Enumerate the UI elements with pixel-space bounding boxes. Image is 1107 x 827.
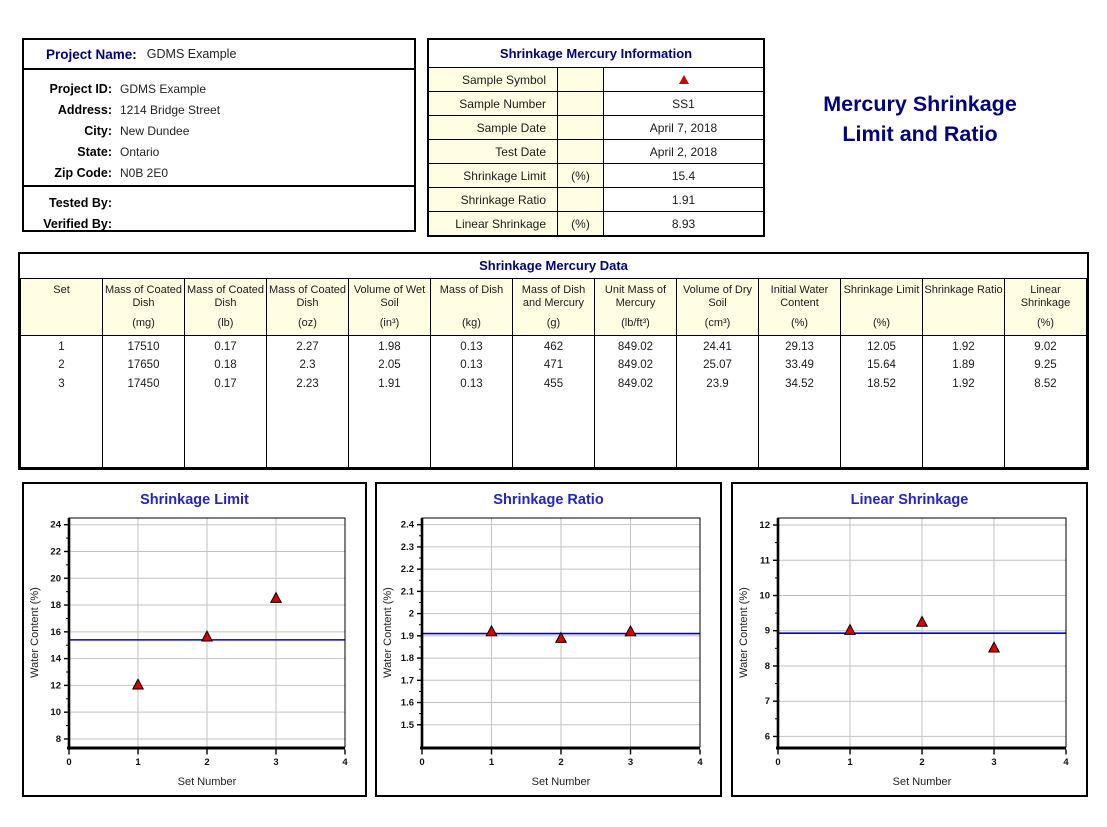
y-tick-label: 1.8 <box>400 653 414 665</box>
column-header <box>185 278 267 335</box>
project-name-value: GDMS Example <box>146 47 237 61</box>
data-column-cells <box>431 335 513 468</box>
info-row-unit <box>558 68 604 91</box>
y-axis-label: Water Content (%) <box>738 587 750 678</box>
project-field-label: Zip Code: <box>54 165 112 180</box>
data-table-title-row <box>21 254 1087 278</box>
data-point-marker <box>271 593 281 603</box>
signature-field <box>24 192 414 213</box>
x-tick-label: 1 <box>488 757 495 768</box>
y-tick-label: 1.6 <box>400 697 414 709</box>
column-header <box>103 278 185 335</box>
x-tick-label: 2 <box>204 757 210 768</box>
info-row-label: Sample Date <box>429 116 558 139</box>
info-row-value: SS1 <box>604 92 763 115</box>
data-column-cells <box>841 335 923 468</box>
info-row-value <box>604 68 763 91</box>
data-cell-value: 0.18 <box>214 359 237 371</box>
project-fields <box>24 70 414 187</box>
y-tick-label: 12 <box>759 520 770 532</box>
column-header-unit: (%) <box>872 316 891 329</box>
y-tick-label: 6 <box>764 731 770 743</box>
data-cell-value: 34.52 <box>785 377 814 390</box>
y-tick-label: 20 <box>50 573 61 585</box>
data-cell-value: 1.91 <box>378 377 401 390</box>
info-row-unit: (%) <box>558 212 604 235</box>
y-axis-label: Water Content (%) <box>382 587 394 678</box>
data-column-cells <box>349 335 431 468</box>
data-cell-value: 8.52 <box>1034 377 1057 390</box>
column-header <box>21 278 103 335</box>
report-title <box>770 90 1070 149</box>
data-table-header-row <box>21 278 1087 335</box>
project-info-box <box>22 38 416 232</box>
x-tick-label: 2 <box>558 757 564 768</box>
column-header <box>759 278 841 335</box>
x-tick-label: 0 <box>66 757 72 768</box>
data-cell-value: 1.98 <box>378 340 401 353</box>
project-field-value: N0B 2E0 <box>120 165 169 180</box>
data-point-marker <box>625 626 635 636</box>
chart-title: Shrinkage Ratio <box>493 492 604 508</box>
info-row-label: Shrinkage Ratio <box>429 188 558 211</box>
column-header <box>841 278 923 335</box>
data-cell-value: 33.49 <box>785 359 814 371</box>
column-header-name: Mass of Coated Dish <box>268 283 347 309</box>
x-tick-label: 3 <box>991 757 997 768</box>
column-header-name: Set <box>53 283 70 296</box>
x-axis-label: Set Number <box>892 776 952 788</box>
data-point-marker <box>486 626 496 636</box>
column-header-name: Volume of Wet Soil <box>353 283 426 309</box>
y-tick-label: 7 <box>764 696 770 708</box>
column-header-name: Volume of Dry Soil <box>682 283 753 309</box>
info-row-unit <box>558 188 604 211</box>
data-cell-value: 9.25 <box>1034 359 1057 371</box>
signature-field-label: Tested By: <box>49 195 112 210</box>
info-row <box>429 211 763 235</box>
info-row-value: April 2, 2018 <box>604 140 763 163</box>
column-header <box>677 278 759 335</box>
y-axis-label: Water Content (%) <box>29 587 41 678</box>
y-tick-label: 18 <box>50 600 61 612</box>
report-title-line2: Limit and Ratio <box>842 121 998 146</box>
project-name-row <box>24 40 414 70</box>
data-point-marker <box>202 631 212 641</box>
data-column-cells <box>1005 335 1087 468</box>
x-tick-label: 2 <box>919 757 925 768</box>
shrinkage-data-table <box>20 254 1087 468</box>
y-tick-label: 8 <box>55 733 61 745</box>
y-tick-label: 12 <box>50 680 61 692</box>
y-tick-label: 2.2 <box>400 564 414 576</box>
chart-svg-shrinkage-ratio <box>377 484 720 795</box>
info-row-label: Linear Shrinkage <box>429 212 558 235</box>
info-row-unit: (%) <box>558 164 604 187</box>
x-axis-label: Set Number <box>177 776 237 788</box>
chart-shrinkage-ratio <box>375 482 722 797</box>
column-header-unit: (g) <box>546 316 561 329</box>
project-field-value: 1214 Bridge Street <box>120 102 221 117</box>
project-field <box>24 78 414 99</box>
data-cell-value: 1.89 <box>952 359 975 371</box>
x-tick-label: 4 <box>697 757 703 768</box>
info-row <box>429 68 763 91</box>
info-row-value: April 7, 2018 <box>604 116 763 139</box>
info-table-rows <box>429 68 763 235</box>
column-header <box>923 278 1005 335</box>
signature-field-label: Verified By: <box>43 216 112 231</box>
column-header <box>1005 278 1087 335</box>
info-row-label: Sample Symbol <box>429 68 558 91</box>
y-tick-label: 2.3 <box>400 541 414 553</box>
y-tick-label: 2.1 <box>400 586 414 598</box>
column-header-unit: (lb) <box>217 316 234 329</box>
x-tick-label: 1 <box>135 757 141 768</box>
column-header-name: Linear Shrinkage <box>1020 283 1071 309</box>
column-header-name: Initial Water Content <box>770 283 829 309</box>
shrinkage-data-table-box <box>18 252 1089 470</box>
data-cell-value: 24.41 <box>703 340 732 353</box>
project-field-value: Ontario <box>120 144 160 159</box>
info-row-label: Sample Number <box>429 92 558 115</box>
data-table-title: Shrinkage Mercury Data <box>21 254 1087 278</box>
column-header-name: Unit Mass of Mercury <box>604 283 667 309</box>
y-tick-label: 1.7 <box>400 675 414 687</box>
project-name-label: Project Name: <box>46 46 137 62</box>
data-cell-value: 17510 <box>127 340 160 353</box>
x-tick-label: 0 <box>775 757 781 768</box>
data-cell-value: 1.92 <box>952 377 975 390</box>
shrinkage-info-table <box>427 38 765 237</box>
data-cell-value: 2.05 <box>378 359 401 371</box>
project-field <box>24 120 414 141</box>
data-column-cells <box>595 335 677 468</box>
data-cell-value: 0.17 <box>214 377 237 390</box>
column-header-name: Mass of Dish and Mercury <box>521 283 586 309</box>
data-cell-value: 0.17 <box>214 340 237 353</box>
signature-field <box>24 213 414 234</box>
data-column-cells <box>759 335 841 468</box>
data-point-marker <box>989 642 999 652</box>
x-tick-label: 4 <box>342 757 348 768</box>
info-row-unit <box>558 92 604 115</box>
project-field-label: Address: <box>57 102 112 117</box>
y-tick-label: 10 <box>759 590 770 602</box>
column-header-name: Mass of Dish <box>439 283 504 296</box>
data-cell-value: 2.3 <box>299 359 316 371</box>
column-header <box>431 278 513 335</box>
project-field-value: New Dundee <box>120 123 190 138</box>
data-column-cells <box>923 335 1005 468</box>
x-axis-label: Set Number <box>531 776 591 788</box>
x-tick-label: 3 <box>273 757 279 768</box>
info-row-unit <box>558 140 604 163</box>
data-cell-value: 849.02 <box>617 359 654 371</box>
x-tick-label: 4 <box>1063 757 1069 768</box>
y-tick-label: 22 <box>50 546 61 558</box>
data-cell-value: 9.02 <box>1034 340 1057 353</box>
column-header <box>267 278 349 335</box>
info-row-label: Test Date <box>429 140 558 163</box>
chart-svg-linear-shrinkage <box>733 484 1086 795</box>
column-header-name: Mass of Coated Dish <box>186 283 265 309</box>
y-tick-label: 9 <box>764 625 770 637</box>
y-tick-label: 24 <box>50 519 61 531</box>
info-row-value: 8.93 <box>604 212 763 235</box>
data-cell-value: 29.13 <box>785 340 814 353</box>
x-tick-label: 1 <box>847 757 853 768</box>
data-cell-value: 1 <box>58 340 65 353</box>
data-cell-value: 471 <box>543 359 564 371</box>
data-cell-value: 2.23 <box>296 377 319 390</box>
column-header-unit: (in³) <box>379 316 400 329</box>
x-tick-label: 3 <box>627 757 634 768</box>
column-header-unit: (%) <box>790 316 809 329</box>
project-field <box>24 99 414 120</box>
data-cell-value: 15.64 <box>867 359 896 371</box>
info-row-value: 1.91 <box>604 188 763 211</box>
y-tick-label: 16 <box>50 626 61 638</box>
y-tick-label: 8 <box>764 660 770 672</box>
column-header-name: Mass of Coated Dish <box>104 283 183 309</box>
data-cell-value: 849.02 <box>617 340 654 353</box>
project-field-label: City: <box>84 123 112 138</box>
info-row <box>429 91 763 115</box>
data-column-cells <box>103 335 185 468</box>
report-title-line1: Mercury Shrinkage <box>823 92 1017 116</box>
y-tick-label: 2.4 <box>400 519 414 531</box>
column-header-name: Shrinkage Limit <box>843 283 920 296</box>
data-cell-value: 0.13 <box>460 340 483 353</box>
data-column-cells <box>21 335 103 468</box>
info-row <box>429 139 763 163</box>
chart-title: Linear Shrinkage <box>850 492 969 508</box>
data-cell-value: 12.05 <box>867 340 896 353</box>
data-point-marker <box>133 679 143 689</box>
data-cell-value: 2.27 <box>296 340 319 353</box>
chart-shrinkage-limit <box>22 482 367 797</box>
data-column-cells <box>185 335 267 468</box>
y-tick-label: 14 <box>50 653 61 665</box>
column-header <box>595 278 677 335</box>
chart-title: Shrinkage Limit <box>140 492 249 508</box>
data-cell-value: 1.92 <box>952 340 975 353</box>
project-field <box>24 141 414 162</box>
chart-svg-shrinkage-limit <box>24 484 365 795</box>
y-tick-label: 1.5 <box>400 719 414 731</box>
column-header-unit: (lb/ft³) <box>621 316 650 329</box>
column-header-unit: (%) <box>1036 316 1055 329</box>
data-cell-value: 25.07 <box>703 359 732 371</box>
column-header <box>513 278 595 335</box>
y-tick-label: 1.9 <box>400 630 414 642</box>
data-cell-value: 0.13 <box>460 377 483 390</box>
column-header <box>349 278 431 335</box>
info-table-title: Shrinkage Mercury Information <box>429 40 763 68</box>
column-header-unit: (kg) <box>462 316 481 329</box>
data-cell-value: 2 <box>58 359 65 371</box>
info-row <box>429 163 763 187</box>
data-cell-value: 17450 <box>127 377 160 390</box>
data-cell-value: 455 <box>543 377 564 390</box>
signature-fields <box>24 187 414 234</box>
data-point-marker <box>845 625 855 635</box>
y-tick-label: 11 <box>759 555 770 567</box>
data-column-cells <box>677 335 759 468</box>
project-field-value: GDMS Example <box>120 81 207 96</box>
y-tick-label: 10 <box>50 707 61 719</box>
data-cell-value: 23.9 <box>706 377 729 390</box>
info-row <box>429 115 763 139</box>
data-point-marker <box>917 616 927 626</box>
info-row-label: Shrinkage Limit <box>429 164 558 187</box>
data-cell-value: 18.52 <box>867 377 896 390</box>
column-header-name: Shrinkage Ratio <box>924 283 1003 296</box>
data-column-cells <box>513 335 595 468</box>
column-header-unit: (oz) <box>298 316 317 329</box>
column-header-unit: (cm³) <box>704 316 731 329</box>
info-row-unit <box>558 116 604 139</box>
y-tick-label: 2 <box>408 608 414 620</box>
data-cell-value: 3 <box>58 377 65 390</box>
data-cell-value: 849.02 <box>617 377 654 390</box>
data-cell-value: 0.13 <box>460 359 483 371</box>
info-row <box>429 187 763 211</box>
data-cell-value: 17650 <box>127 359 160 371</box>
data-cell-value: 462 <box>543 340 564 353</box>
sample-symbol-triangle-icon <box>679 75 689 84</box>
project-field-label: State: <box>77 144 112 159</box>
data-table-body-row <box>21 335 1087 468</box>
project-field-label: Project ID: <box>49 81 112 96</box>
column-header-unit: (mg) <box>132 316 155 329</box>
project-field <box>24 162 414 183</box>
x-tick-label: 0 <box>419 757 425 768</box>
chart-linear-shrinkage <box>731 482 1088 797</box>
data-column-cells <box>267 335 349 468</box>
info-row-value: 15.4 <box>604 164 763 187</box>
